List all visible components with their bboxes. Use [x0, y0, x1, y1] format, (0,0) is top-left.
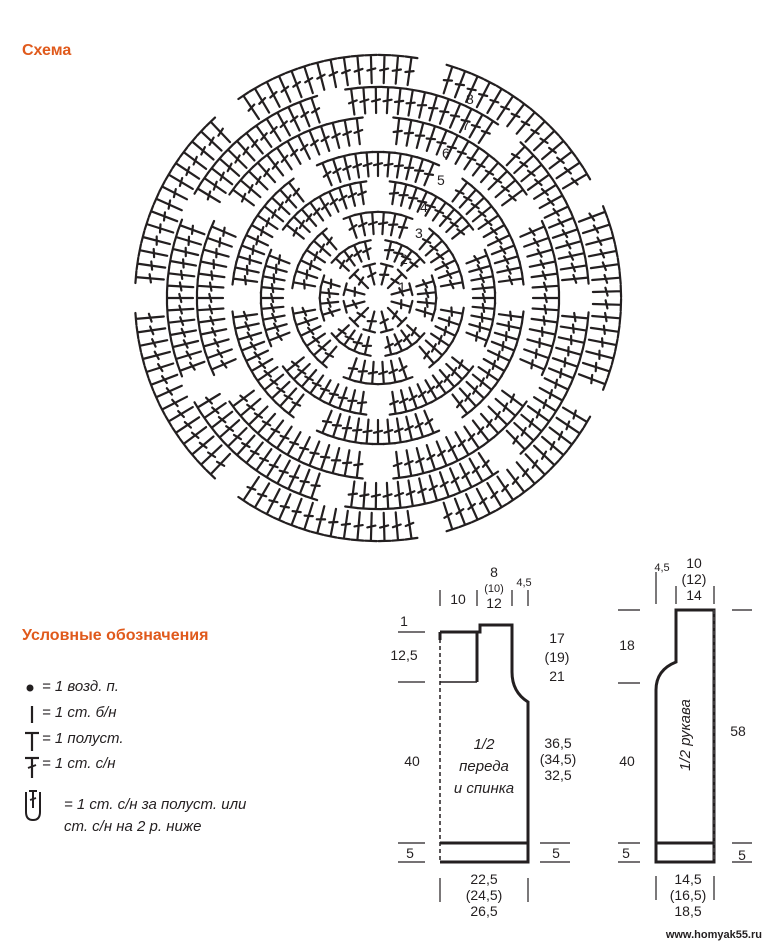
- stitch-mark: [406, 511, 418, 540]
- stitch-mark: [149, 206, 177, 222]
- round-number: 7: [462, 117, 470, 133]
- stitch-mark: [338, 155, 350, 180]
- stitch-mark: [392, 512, 404, 540]
- stitch-mark: [405, 57, 417, 86]
- stitch-mark: [589, 245, 618, 257]
- chain-stitch-icon: [22, 678, 40, 698]
- stitch-mark: [361, 152, 373, 176]
- stitch-mark: [174, 231, 201, 245]
- stitch-mark: [363, 264, 375, 285]
- stitch-mark: [234, 262, 259, 275]
- stitch-mark: [407, 254, 424, 271]
- body-dim-top-neck-1: 8: [490, 564, 498, 580]
- stitch-mark: [261, 292, 283, 304]
- stitch-mark: [315, 445, 329, 472]
- stitch-mark: [145, 364, 174, 378]
- body-dim-top-neck-2: (10): [484, 583, 504, 595]
- watermark: www.homyak55.ru: [665, 929, 762, 941]
- stitch-mark: [405, 119, 417, 146]
- stitch-mark: [532, 268, 559, 280]
- double-crochet-icon: [22, 755, 40, 779]
- stitch-mark: [532, 317, 559, 329]
- sleeve-dim-bottom-3: 18,5: [674, 903, 702, 919]
- sleeve-dim-top-1: 10: [686, 555, 702, 571]
- stitch-mark: [416, 308, 435, 321]
- stitch-mark: [197, 292, 223, 304]
- stitch-mark: [169, 255, 196, 267]
- stitch-mark: [171, 340, 198, 353]
- stitch-mark: [317, 161, 332, 186]
- stitch-mark: [381, 312, 393, 333]
- stitch-mark: [365, 513, 377, 541]
- stitch-mark: [200, 328, 227, 340]
- body-dim-bottom-3: 26,5: [470, 903, 498, 919]
- stitch-mark: [344, 283, 365, 296]
- stitch-mark: [416, 121, 429, 148]
- stitch-mark: [306, 96, 320, 123]
- stitch-mark: [358, 483, 370, 509]
- stitch-mark: [395, 88, 407, 115]
- body-dim-left-1: 1: [400, 613, 408, 629]
- body-label-line-2: переда: [459, 758, 509, 775]
- sleeve-piece-outline: [656, 610, 714, 862]
- stitch-mark: [556, 235, 583, 248]
- stitch-mark: [466, 494, 483, 522]
- round-number: 8: [466, 91, 474, 107]
- stitch-mark: [455, 499, 471, 527]
- sleeve-dim-right-1: 58: [730, 723, 746, 739]
- body-dim-right-1: 17: [549, 630, 565, 646]
- stitch-mark: [593, 285, 621, 297]
- stitch-mark: [198, 317, 225, 329]
- stitch-mark: [354, 392, 366, 415]
- sleeve-dim-bottom-1: 14,5: [674, 871, 702, 887]
- stitch-mark: [385, 240, 397, 259]
- stitch-mark: [238, 477, 259, 504]
- stitch-mark: [372, 152, 384, 176]
- stitch-mark: [339, 450, 351, 477]
- schema-title: Схема: [22, 42, 72, 59]
- stitch-mark: [586, 232, 615, 245]
- stitch-mark: [299, 65, 313, 94]
- stitch-mark: [444, 503, 458, 532]
- stitch-mark: [392, 55, 404, 83]
- legend-item-spike: = 1 ст. с/н за полуст. или ст. с/н на 2 р. ниже: [22, 790, 282, 836]
- stitch-mark: [202, 244, 229, 257]
- stitch-mark: [393, 452, 405, 479]
- stitch-mark: [533, 304, 559, 316]
- body-dim-bottom-2: (24,5): [465, 887, 503, 903]
- stitch-mark: [355, 361, 367, 384]
- stitch-mark: [262, 270, 285, 282]
- half-double-crochet-icon: [22, 730, 40, 752]
- stitch-mark: [586, 351, 615, 365]
- stitch-mark: [344, 301, 365, 313]
- stitch-mark: [383, 152, 395, 176]
- stitch-mark: [527, 339, 554, 353]
- stitch-mark: [197, 280, 223, 292]
- stitch-mark: [392, 300, 413, 313]
- stitch-mark: [440, 97, 454, 124]
- stitch-mark: [418, 91, 431, 118]
- round-number: 3: [415, 225, 423, 241]
- stitch-mark: [393, 118, 405, 145]
- stitch-mark: [400, 390, 412, 413]
- stitch-mark: [350, 308, 368, 326]
- spike-stitch-icon: [22, 790, 44, 824]
- sleeve-dim-right-2: 5: [738, 847, 746, 863]
- stitch-mark: [405, 450, 417, 477]
- stitch-mark: [168, 317, 195, 329]
- stitch-mark: [430, 476, 443, 503]
- stitch-mark: [345, 482, 357, 509]
- sleeve-dim-left-3: 5: [622, 845, 630, 861]
- stitch-mark: [312, 506, 326, 535]
- stitch-mark: [167, 280, 193, 292]
- stitch-mark: [562, 272, 589, 284]
- stitch-mark: [429, 94, 443, 121]
- stitch-mark: [299, 503, 313, 532]
- stitch-mark: [361, 420, 373, 444]
- stitch-mark: [499, 312, 524, 324]
- stitch-mark: [349, 419, 361, 444]
- stitch-mark: [530, 328, 557, 341]
- stitch-mark: [137, 258, 166, 270]
- stitch-mark: [198, 268, 225, 280]
- stitch-mark: [286, 499, 302, 527]
- stitch-mark: [400, 183, 413, 206]
- stitch-mark: [320, 286, 339, 298]
- stitch-mark: [395, 482, 407, 509]
- stitch-mark: [351, 452, 363, 479]
- round-number: 6: [442, 145, 450, 161]
- stitch-mark: [135, 313, 163, 325]
- sleeve-dim-bottom-2: (16,5): [669, 887, 707, 903]
- stitch-mark: [405, 417, 417, 442]
- stitch-mark: [527, 244, 554, 257]
- stitch-mark: [399, 215, 413, 238]
- stitch-mark: [365, 55, 377, 83]
- stitch-mark: [359, 337, 371, 356]
- body-dim-right-3: 21: [549, 668, 565, 684]
- single-crochet-icon: [22, 704, 40, 724]
- stitch-mark: [178, 362, 205, 377]
- stitch-mark: [200, 256, 227, 269]
- stitch-mark: [358, 87, 370, 113]
- stitch-mark: [339, 119, 351, 146]
- stitch-mark: [427, 124, 441, 151]
- sleeve-dim-top-2: (12): [681, 571, 707, 587]
- stitch-mark: [383, 420, 395, 444]
- stitch-mark: [344, 390, 357, 413]
- stitch-mark: [325, 509, 338, 538]
- stitch-mark: [579, 206, 607, 222]
- stitch-mark: [444, 65, 458, 94]
- stitch-mark: [332, 254, 349, 271]
- round-number: 1: [398, 279, 406, 295]
- stitch-mark: [178, 220, 205, 235]
- stitch-mark: [479, 453, 498, 478]
- stitch-mark: [355, 213, 367, 236]
- body-label-line-3: и спинка: [453, 780, 515, 797]
- stitch-mark: [174, 352, 201, 365]
- stitch-mark: [562, 312, 589, 324]
- stitch-mark: [473, 292, 495, 304]
- stitch-mark: [589, 338, 618, 351]
- stitch-mark: [556, 347, 583, 361]
- stitch-mark: [292, 276, 315, 288]
- stitch-mark: [321, 309, 340, 321]
- stitch-mark: [467, 250, 490, 264]
- stitch-mark: [405, 155, 418, 180]
- stitch-mark: [344, 183, 356, 206]
- stitch-mark: [338, 511, 350, 540]
- stitch-mark: [407, 481, 419, 508]
- stitch-mark: [559, 336, 586, 349]
- stitch-mark: [372, 420, 384, 444]
- body-piece-outline: [440, 625, 528, 862]
- stitch-mark: [327, 121, 340, 148]
- stitch-mark: [553, 224, 580, 238]
- stitch-mark: [418, 478, 431, 505]
- stitch-mark: [479, 118, 498, 143]
- stitch-mark: [399, 358, 412, 381]
- stitch-mark: [137, 327, 166, 339]
- body-dim-left-2: 12,5: [390, 647, 418, 663]
- stitch-mark: [467, 332, 490, 346]
- stitch-mark: [497, 262, 522, 274]
- stitch-mark: [440, 472, 454, 499]
- body-dim-right-4: 36,5: [544, 735, 572, 751]
- body-dim-top-right: 4,5: [516, 577, 532, 589]
- stitch-mark: [533, 280, 559, 292]
- stitch-mark: [261, 281, 284, 293]
- body-label-line-1: 1/2: [473, 736, 495, 753]
- stitch-mark: [579, 374, 607, 390]
- stitch-mark: [167, 304, 193, 316]
- stitch-mark: [135, 271, 163, 283]
- stitch-mark: [154, 193, 182, 210]
- stitch-mark: [149, 375, 177, 391]
- stitch-mark: [171, 243, 198, 256]
- stitch-mark: [533, 292, 559, 304]
- stitch-mark: [169, 329, 196, 341]
- stitch-mark: [520, 359, 546, 375]
- stitch-mark: [351, 512, 363, 540]
- stitch-mark: [370, 87, 382, 113]
- stitch-mark: [593, 299, 621, 311]
- stitch-mark: [286, 69, 302, 97]
- stitch-mark: [141, 352, 170, 365]
- round-number: 5: [437, 172, 445, 188]
- body-dim-right-5: (34,5): [539, 751, 577, 767]
- stitch-mark: [345, 88, 357, 115]
- stitch-mark: [366, 212, 378, 234]
- stitch-mark: [591, 258, 620, 270]
- body-dim-bottom-1: 22,5: [470, 871, 498, 887]
- body-dim-left-4: 5: [406, 845, 414, 861]
- stitch-mark: [321, 275, 340, 288]
- stitch-mark: [390, 181, 402, 204]
- stitch-mark: [389, 213, 401, 236]
- stitch-mark: [382, 87, 394, 113]
- stitch-mark: [553, 358, 580, 372]
- body-dim-top-neck-3: 12: [486, 595, 502, 611]
- stitch-mark: [141, 231, 170, 245]
- stitch-mark: [416, 448, 429, 475]
- sleeve-label: 1/2 рукава: [677, 699, 694, 771]
- stitch-mark: [416, 275, 435, 287]
- stitch-mark: [471, 314, 494, 326]
- stitch-mark: [561, 259, 588, 271]
- stitch-mark: [390, 361, 402, 384]
- stitch-mark: [168, 267, 195, 279]
- round-number: 2: [400, 251, 408, 267]
- stitch-mark: [202, 339, 229, 352]
- stitch-mark: [591, 326, 620, 338]
- sleeve-dim-top-3: 14: [686, 587, 702, 603]
- stitch-mark: [209, 359, 235, 375]
- stitch-mark: [395, 153, 407, 178]
- stitch-mark: [473, 303, 496, 315]
- stitch-mark: [366, 362, 378, 384]
- stitch-mark: [592, 312, 621, 324]
- stitch-mark: [306, 474, 320, 501]
- stitch-mark: [267, 250, 290, 264]
- sleeve-dim-left-2: 40: [619, 753, 635, 769]
- stitch-mark: [561, 325, 588, 337]
- stitch-mark: [167, 292, 193, 304]
- stitch-mark: [530, 256, 557, 268]
- stitch-mark: [154, 386, 182, 403]
- stitch-mark: [312, 61, 325, 90]
- body-dim-left-3: 40: [404, 753, 420, 769]
- stitch-mark: [592, 272, 621, 284]
- stitch-mark: [350, 270, 368, 288]
- stitch-mark: [370, 483, 382, 509]
- stitch-mark: [382, 483, 394, 509]
- stitch-mark: [520, 221, 546, 237]
- sleeve-dim-left-1: 18: [619, 637, 635, 653]
- stitch-mark: [344, 358, 358, 381]
- stitch-mark: [344, 215, 357, 238]
- body-dim-top-left: 10: [450, 591, 466, 607]
- stitch-mark: [197, 304, 223, 316]
- stitch-mark: [325, 59, 337, 88]
- stitch-mark: [441, 308, 464, 320]
- stitch-mark: [378, 362, 390, 384]
- stitch-mark: [380, 264, 393, 285]
- round-number: 4: [420, 199, 428, 215]
- sleeve-dim-top-left: 4,5: [654, 562, 670, 574]
- stitch-mark: [424, 411, 439, 436]
- stitch-mark: [379, 513, 391, 541]
- stitch-mark: [139, 339, 168, 351]
- body-dim-right-2: (19): [544, 649, 570, 665]
- stitch-mark: [407, 325, 424, 342]
- stitch-mark: [209, 221, 235, 237]
- body-dim-right-7: 5: [552, 845, 560, 861]
- stitch-mark: [583, 219, 612, 233]
- stitch-mark: [267, 333, 290, 347]
- stitch-mark: [327, 448, 340, 475]
- stitch-mark: [378, 212, 390, 234]
- stitch-mark: [363, 312, 376, 333]
- stitch-mark: [238, 92, 259, 119]
- legend-title: Условные обозначения: [22, 627, 209, 644]
- stitch-mark: [338, 417, 351, 442]
- body-dim-right-6: 32,5: [544, 767, 572, 783]
- stitch-mark: [234, 322, 259, 334]
- stitch-mark: [379, 55, 391, 83]
- stitch-mark: [145, 218, 174, 232]
- stitch-mark: [497, 322, 522, 335]
- stitch-mark: [359, 240, 371, 259]
- stitch-mark: [351, 55, 363, 83]
- stitch-mark: [139, 244, 168, 257]
- stitch-mark: [317, 411, 332, 436]
- stitch-mark: [407, 89, 419, 116]
- stitch-mark: [351, 118, 363, 145]
- stitch-mark: [559, 247, 586, 259]
- stitch-mark: [385, 337, 397, 356]
- stitch-mark: [583, 363, 612, 377]
- stitch-mark: [388, 308, 406, 326]
- stitch-mark: [338, 57, 350, 86]
- stitch-mark: [418, 298, 437, 310]
- stitch-mark: [332, 325, 349, 342]
- stitch-mark: [233, 273, 258, 285]
